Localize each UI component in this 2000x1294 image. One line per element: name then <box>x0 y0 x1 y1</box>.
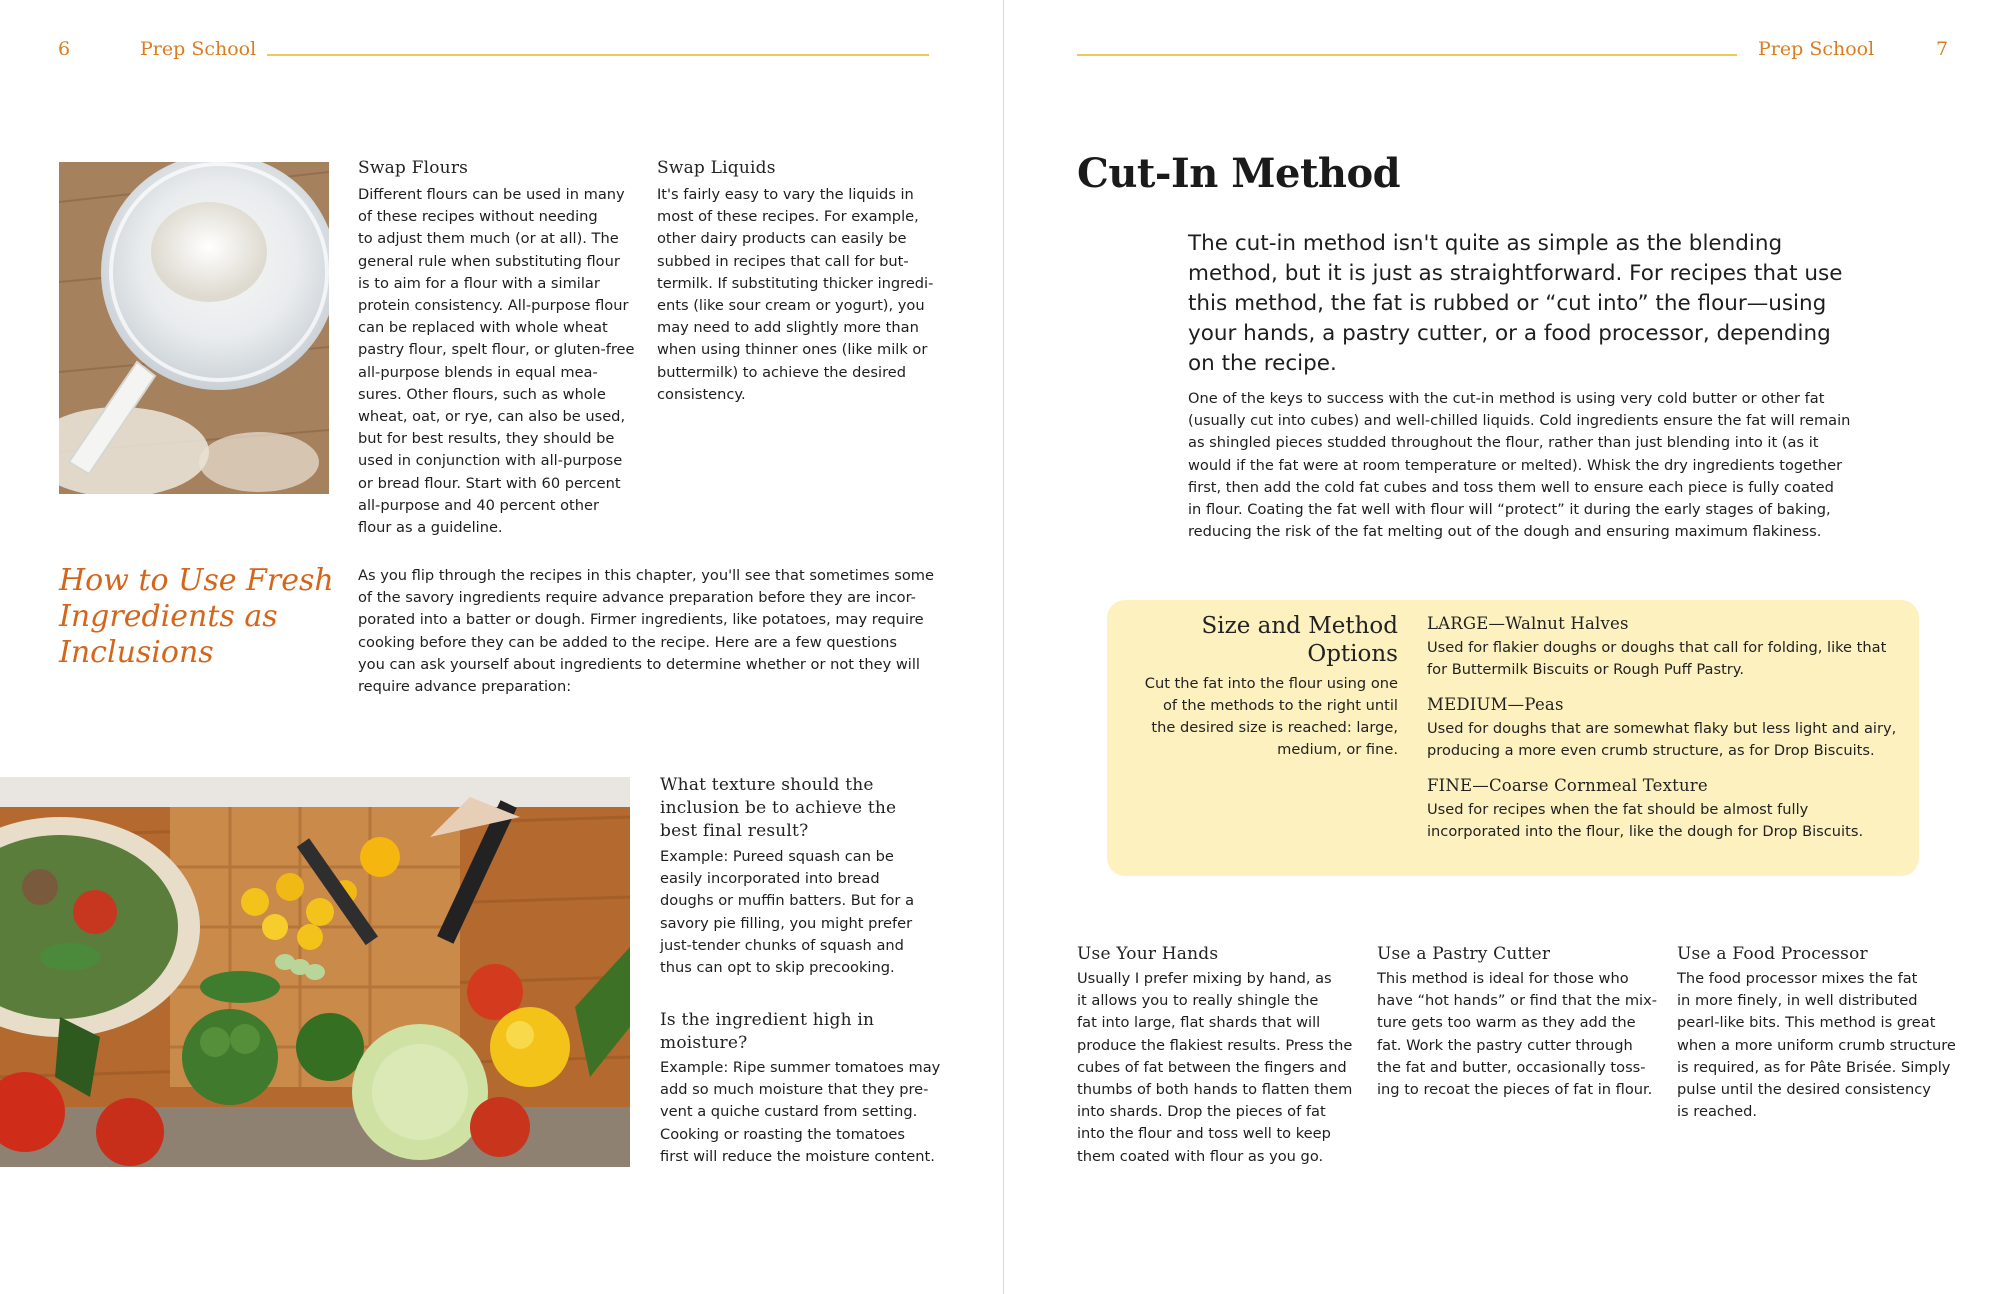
method-food-processor <box>1677 944 1967 1123</box>
method-title: Use Your Hands <box>1077 944 1219 964</box>
text-line: subbed in recipes that call for but- <box>657 252 909 270</box>
text-line: incorporated into the flour, like the dough for Drop Biscuits. <box>1427 823 1864 840</box>
text-line: may need to add slightly more than <box>657 319 919 337</box>
method-text <box>1677 968 1967 1123</box>
text-line: method, but it is just as straightforward. For recipes that use <box>1188 261 1843 286</box>
text-line: fat into large, flat shards that will <box>1077 1014 1321 1032</box>
header-rule <box>1077 54 1737 56</box>
option-text <box>1427 718 1907 762</box>
vegetables-photo <box>0 777 630 1167</box>
text-line: into the flour and toss well to keep <box>1077 1125 1331 1143</box>
text-line: savory pie filling, you might prefer <box>660 914 913 932</box>
text-line: when using thinner ones (like milk or <box>657 341 928 359</box>
cut-in-body-text <box>1188 388 1928 543</box>
text-line: but for best results, they should be <box>358 430 615 448</box>
text-line: thus can opt to skip precooking. <box>660 959 895 977</box>
swap-flours-text <box>358 184 638 539</box>
text-line: Used for doughs that are somewhat flaky but less light and airy, <box>1427 720 1897 737</box>
flour-photo <box>59 162 329 494</box>
text-line: Different flours can be used in many <box>358 186 625 203</box>
text-line: producing a more even crumb structure, as for Drop Biscuits. <box>1427 742 1875 759</box>
text-line: Cooking or roasting the tomatoes <box>660 1125 905 1143</box>
text-line: you can ask yourself about ingredients to determine whether or not they will <box>358 655 920 673</box>
text-line: This method is ideal for those who <box>1377 970 1629 987</box>
text-line: One of the keys to success with the cut-in method is using very cold butter or other fat <box>1188 390 1825 407</box>
text-line: just-tender chunks of squash and <box>660 936 904 954</box>
text-line: in more finely, in well distributed <box>1677 992 1918 1010</box>
text-line: pastry flour, spelt flour, or gluten-free <box>358 341 635 359</box>
question-texture-title <box>660 774 960 843</box>
heading-line: What texture should the <box>660 775 874 795</box>
text-line: first, then add the cold fat cubes and toss them well to ensure each piece is fully coated <box>1188 478 1834 496</box>
text-line: of these recipes without needing <box>358 208 598 226</box>
text-line: vent a quiche custard from setting. <box>660 1103 918 1121</box>
swap-liquids-title: Swap Liquids <box>657 158 776 178</box>
text-line: require advance preparation: <box>358 678 572 696</box>
page-title: Cut-In Method <box>1077 150 1401 197</box>
text-line: in flour. Coating the fat well with flour will “protect” it during the early stages of baking, <box>1188 501 1831 519</box>
text-line: have “hot hands” or find that the mix- <box>1377 992 1658 1010</box>
text-line: is reached. <box>1677 1103 1758 1121</box>
callout-title <box>1130 612 1398 668</box>
text-line: porated into a batter or dough. Firmer ingredients, like potatoes, may require <box>358 611 924 629</box>
text-line: for Buttermilk Biscuits or Rough Puff Pastry. <box>1427 661 1744 678</box>
text-line: doughs or muffin batters. But for a <box>660 892 915 910</box>
text-line: Cut the fat into the flour using one <box>1144 675 1398 692</box>
text-line: used in conjunction with all-purpose <box>358 452 623 470</box>
text-line: pulse until the desired consistency <box>1677 1081 1931 1099</box>
option-heading: MEDIUM—Peas <box>1427 695 1564 714</box>
text-line: would if the fat were at room temperature or melted). Whisk the dry ingredients together <box>1188 456 1843 474</box>
method-hands <box>1077 944 1359 1168</box>
text-line: It's fairly easy to vary the liquids in <box>657 186 914 203</box>
question-texture-text <box>660 846 960 979</box>
text-line: sures. Other flours, such as whole <box>358 385 606 403</box>
method-title: Use a Food Processor <box>1677 944 1868 964</box>
method-pastry-cutter <box>1377 944 1659 1101</box>
heading-line: Inclusions <box>59 635 214 670</box>
question-moisture-title <box>660 1009 960 1055</box>
running-head: Prep School <box>1758 38 1875 60</box>
heading-line: best final result? <box>660 821 809 841</box>
text-line: it allows you to really shingle the <box>1077 992 1319 1010</box>
text-line: As you flip through the recipes in this chapter, you'll see that sometimes some <box>358 567 935 584</box>
text-line: Example: Ripe summer tomatoes may <box>660 1059 941 1076</box>
text-line: pearl-like bits. This method is great <box>1677 1014 1936 1032</box>
text-line: or bread flour. Start with 60 percent <box>358 474 621 492</box>
text-line: ture gets too warm as they add the <box>1377 1014 1636 1032</box>
text-line: termilk. If substituting thicker ingredi- <box>657 274 934 292</box>
text-line: to adjust them much (or at all). The <box>358 230 619 248</box>
text-line: ents (like sour cream or yogurt), you <box>657 297 925 315</box>
text-line: The cut-in method isn't quite as simple as the blending <box>1188 231 1783 256</box>
text-line: first will reduce the moisture content. <box>660 1147 935 1165</box>
text-line: wheat, oat, or rye, can also be used, <box>358 408 626 426</box>
callout-options <box>1427 614 1907 843</box>
text-line: flour as a guideline. <box>358 519 503 537</box>
heading-line: Options <box>1307 641 1398 667</box>
heading-line: Is the ingredient high in <box>660 1010 875 1030</box>
text-line: ing to recoat the pieces of fat in flour. <box>1377 1081 1653 1099</box>
text-line: The food processor mixes the fat <box>1677 970 1918 987</box>
text-line: of the methods to the right until <box>1162 697 1398 714</box>
text-line: produce the flakiest results. Press the <box>1077 1036 1353 1054</box>
swap-flours-title: Swap Flours <box>358 158 469 178</box>
text-line: other dairy products can easily be <box>657 230 907 248</box>
heading-line: How to Use Fresh <box>59 563 334 598</box>
text-line: into shards. Drop the pieces of fat <box>1077 1103 1326 1121</box>
method-title: Use a Pastry Cutter <box>1377 944 1551 964</box>
text-line: of the savory ingredients require advance preparation before they are incor- <box>358 589 916 607</box>
text-line: the fat and butter, occasionally toss- <box>1377 1058 1646 1076</box>
page-number: 7 <box>1936 38 1949 60</box>
page-number: 6 <box>58 38 71 60</box>
text-line: them coated with flour as you go. <box>1077 1147 1324 1165</box>
option-fine <box>1427 776 1907 843</box>
text-line: protein consistency. All-purpose flour <box>358 297 629 315</box>
text-line: fat. Work the pastry cutter through <box>1377 1036 1633 1054</box>
text-line: medium, or fine. <box>1277 741 1398 758</box>
text-line: is required, as for Pâte Brisée. Simply <box>1677 1058 1951 1076</box>
option-heading: FINE—Coarse Cornmeal Texture <box>1427 776 1708 795</box>
heading-line: moisture? <box>660 1033 748 1053</box>
running-head: Prep School <box>140 38 257 60</box>
text-line: buttermilk) to achieve the desired <box>657 363 906 381</box>
text-line: most of these recipes. For example, <box>657 208 919 226</box>
text-line: cooking before they can be added to the recipe. Here are a few questions <box>358 633 898 651</box>
option-text <box>1427 637 1907 681</box>
text-line: easily incorporated into bread <box>660 870 880 888</box>
text-line: (usually cut into cubes) and well-chilled liquids. Cold ingredients ensure the fat will remain <box>1188 412 1851 430</box>
text-line: thumbs of both hands to flatten them <box>1077 1081 1353 1099</box>
fresh-intro-text <box>358 565 948 698</box>
text-line: Usually I prefer mixing by hand, as <box>1077 970 1332 987</box>
text-line: add so much moisture that they pre- <box>660 1081 929 1099</box>
method-text <box>1377 968 1659 1101</box>
text-line: is to aim for a flour with a similar <box>358 274 600 292</box>
heading-line: Ingredients as <box>59 599 278 634</box>
text-line: all-purpose blends in equal mea- <box>358 363 598 381</box>
text-line: your hands, a pastry cutter, or a food processor, depending <box>1188 321 1831 346</box>
option-large <box>1427 614 1907 681</box>
text-line: all-purpose and 40 percent other <box>358 496 599 514</box>
text-line: consistency. <box>657 385 746 403</box>
text-line: Used for flakier doughs or doughs that call for folding, like that <box>1427 639 1887 656</box>
heading-line: Size and Method <box>1201 613 1398 639</box>
text-line: reducing the risk of the fat melting out of the dough and ensuring maximum flakiness. <box>1188 523 1822 541</box>
option-medium <box>1427 695 1907 762</box>
heading-line: inclusion be to achieve the <box>660 798 897 818</box>
text-line: cubes of fat between the fingers and <box>1077 1058 1347 1076</box>
text-line: this method, the fat is rubbed or “cut into” the flour—using <box>1188 291 1827 316</box>
swap-liquids-text <box>657 184 937 406</box>
option-heading: LARGE—Walnut Halves <box>1427 614 1629 633</box>
header-rule <box>267 54 929 56</box>
text-line: the desired size is reached: large, <box>1151 719 1398 736</box>
text-line: can be replaced with whole wheat <box>358 319 608 337</box>
option-text <box>1427 799 1907 843</box>
method-text <box>1077 968 1359 1168</box>
text-line: on the recipe. <box>1188 351 1337 376</box>
text-line: general rule when substituting flour <box>358 252 620 270</box>
fresh-ingredients-heading <box>59 563 339 671</box>
text-line: Used for recipes when the fat should be almost fully <box>1427 801 1809 818</box>
text-line: when a more uniform crumb structure <box>1677 1036 1956 1054</box>
question-moisture-text <box>660 1057 960 1168</box>
lede-text <box>1188 229 1908 379</box>
callout-description <box>1128 673 1398 761</box>
text-line: as shingled pieces studded throughout the flour, rather than just blending into it (as it <box>1188 434 1819 452</box>
text-line: Example: Pureed squash can be <box>660 848 894 865</box>
